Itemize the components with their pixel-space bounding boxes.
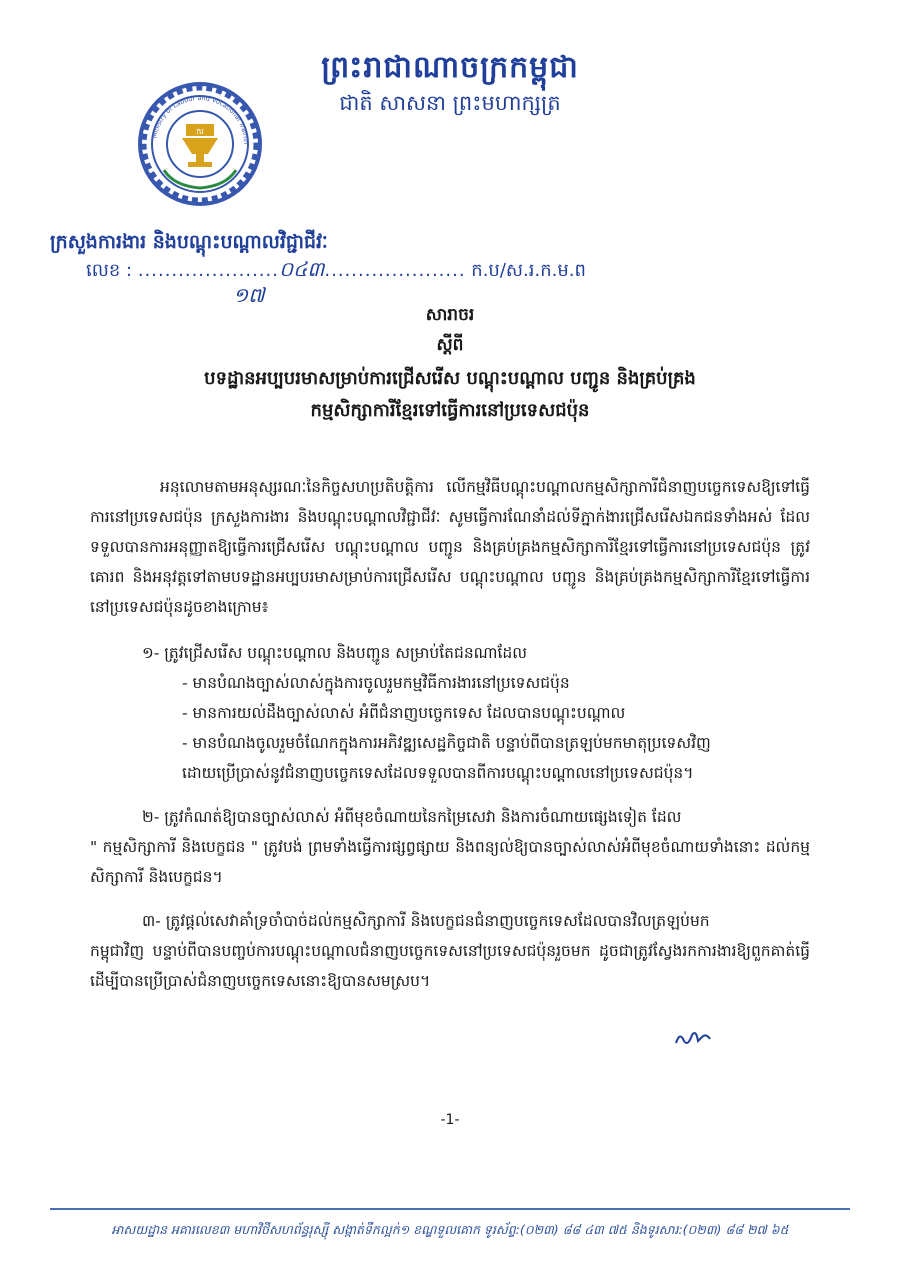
ministry-name: ក្រសួងការងារ និងបណ្តុះបណ្តាលវិជ្ជាជីវៈ [50,231,328,253]
handwritten-initials [674,1027,714,1049]
ministry-seal-icon [134,78,266,210]
item-1-bullet-3: - មានបំណងចូលរួមចំណែកក្នុងការអភិវឌ្ឍសេដ្ឋកិច្ចជាតិ បន្ទាប់ពីបានត្រឡប់មកមាតុប្រទេសវិញ [182,734,711,752]
item-3-heading: ៣- ត្រូវផ្តល់សេវាគាំទ្រចាំបាច់ដល់កម្មសិក្សាការី និងបេក្ខជនជំនាញបច្ចេកទេសដែលបានវិលត្រឡប់មក [142,912,710,930]
logo-initials: ករ [196,127,204,136]
national-motto: ជាតិ សាសនា ព្រះមហាក្សត្រ [339,91,561,115]
signature-initials-icon [674,1027,714,1049]
footer-address: អាសយដ្ឋាន អគារលេខ៣ មហាវិថីសហព័ន្ធរុស្ស៊ី សង្កាត់ទឹកល្អក់១ ខណ្ឌទួលគោក ទូរស័ព្ទ:(០២៣) ៨៨ ៤៣ ៧៥ និងទូរសារ:(០២៣) ៨៨ ២៧ ៦៥ [111,1222,789,1237]
item-2-continued: " កម្មសិក្សាការី និងបេក្ខជន " ត្រូវបង់ ព្រមទាំងធ្វើការផ្សព្វផ្សាយ និងពន្យល់ឱ្យបានច្បាស់លាស់អំពីមុខចំណាយទាំងនោះ ដល់កម្មសិក្សាការី និងបេក្ខជន។ [90,838,810,886]
item-1-heading: ១- ត្រូវជ្រើសរើស បណ្តុះបណ្តាល និងបញ្ជូន សម្រាប់តែជនណាដែល [142,644,528,662]
item-1-bullet-3-continued: ដោយប្រើប្រាស់នូវជំនាញបច្ចេកទេសដែលទទួលបានពីការបណ្តុះបណ្តាលនៅប្រទេសជប៉ុន។ [182,764,694,782]
ref-label: លេខ : [86,260,133,281]
ministry-logo [134,78,266,210]
item-1-bullet-2: - មានការយល់ដឹងច្បាស់លាស់ អំពីជំនាញបច្ចេកទេស ដែលបានបណ្តុះបណ្តាល [182,704,626,722]
document-body [90,472,810,1010]
document-type: សារាចរ [425,305,475,325]
page-number: -1- [440,1112,460,1128]
ref-handwritten-sub: ១៧ [233,283,265,307]
reference-line [86,256,586,286]
footer-divider [50,1208,850,1210]
item-3-continued: កម្ពុជាវិញ បន្ទាប់ពីបានបញ្ចប់ការបណ្តុះបណ្តាលជំនាញបច្ចេកទេសនៅប្រទេសជប៉ុនរួចមក ដូចជាត្រូវស្វែងរកការងារឱ្យពួកគាត់ធ្វើ ដើម្បីបានប្រើប្រាស់ជំនាញបច្ចេកទេសនោះឱ្យបានសមស្រប។ [90,942,810,990]
item-3 [90,906,810,996]
item-2 [90,802,810,892]
logo-text: Ministry of Labour and Vocational Trainin [150,93,251,145]
document-title-line2: កម្មសិក្សាការីខ្មែរទៅធ្វើការនៅប្រទេសជប៉ុន [310,400,590,421]
subject-label: ស្តីពី [436,335,464,355]
item-2-heading: ២- ត្រូវកំណត់ឱ្យបានច្បាស់លាស់ អំពីមុខចំណាយនៃកម្រៃសេវា និងការចំណាយផ្សេងទៀត ដែល [142,808,682,826]
kingdom-title: ព្រះរាជាណាចក្រកម្ពុជា [321,50,579,85]
ref-number: ០៤៣ [278,257,325,281]
item-1 [90,638,810,788]
ref-dots-right: ..................... [324,260,466,281]
item-1-bullet-1: - មានបំណងច្បាស់លាស់ក្នុងការចូលរួមកម្មវិធីការងារនៅប្រទេសជប៉ុន [182,674,570,692]
ref-dots-left: ..................... [137,260,279,281]
intro-paragraph: អនុលោមតាមអនុស្សរណៈនៃកិច្ចសហប្រតិបត្តិការ លើកម្មវិធីបណ្តុះបណ្តាលកម្មសិក្សាការីជំនាញបច្ចេកទេសឱ្យទៅធ្វើការនៅប្រទេសជប៉ុន ក្រសួងការងារ និងបណ្តុះបណ្តាលវិជ្ជាជីវៈ សូមធ្វើការណែនាំដល់ទីភ្នាក់ងារជ្រើសរើសឯកជនទាំងអស់ ដែលទទួលបានការអនុញ្ញាតឱ្យធ្វើការជ្រើសរើស បណ្តុះបណ្តាល បញ្ជូន និងគ្រប់គ្រងកម្មសិក្សាការីខ្មែរទៅធ្វើការនៅប្រទេសជប៉ុន ត្រូវគោរព និងអនុវត្តទៅតាមបទដ្ឋានអប្បបរមាសម្រាប់ការជ្រើសរើស បណ្តុះបណ្តាល បញ្ជូន និងគ្រប់គ្រងកម្មសិក្សាការីខ្មែរទៅធ្វើការនៅប្រទេសជប៉ុនដូចខាងក្រោម៖ [90,478,810,616]
ref-suffix: ក.ប/ស.រ.ក.ម.ព [471,260,586,281]
document-title-line1: បទដ្ឋានអប្បបរមាសម្រាប់ការជ្រើសរើស បណ្តុះបណ្តាល បញ្ជូន និងគ្រប់គ្រង [204,368,696,389]
